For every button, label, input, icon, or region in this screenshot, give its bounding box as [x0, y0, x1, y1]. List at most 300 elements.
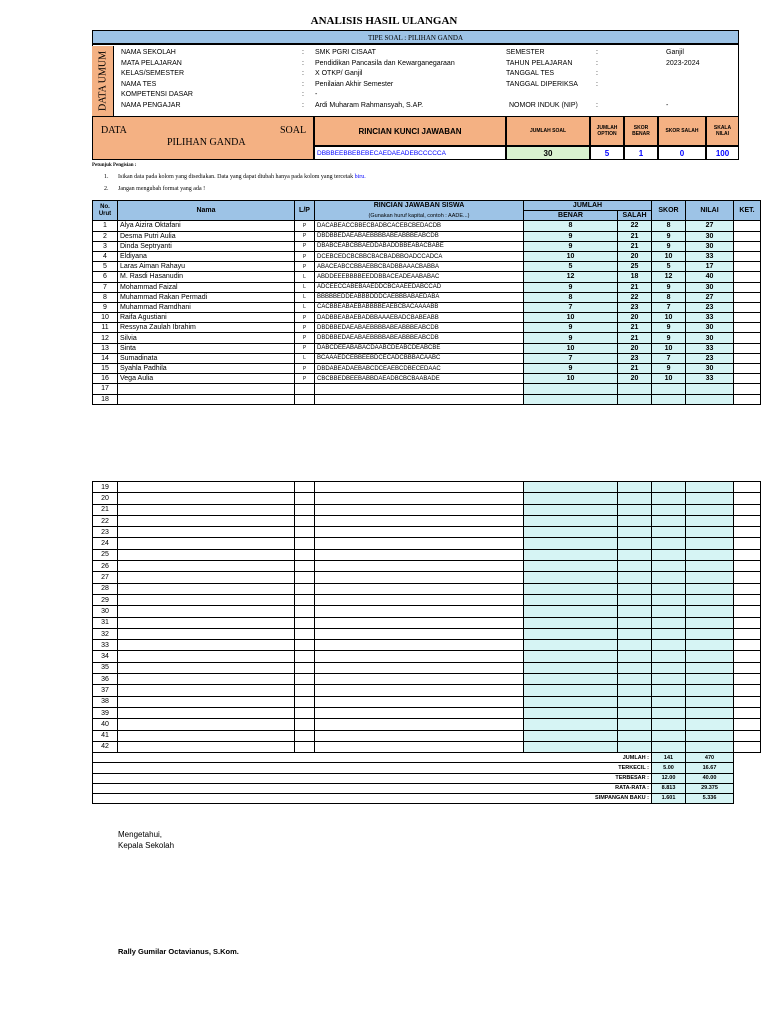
input-cell[interactable]: [295, 741, 315, 752]
student-name[interactable]: Muhammad Ramdhani: [118, 302, 295, 312]
nilai-value: 30: [686, 364, 734, 374]
score-cell: [686, 685, 734, 696]
input-cell[interactable]: [734, 696, 761, 707]
input-cell[interactable]: [315, 549, 524, 560]
salah-count: 20: [618, 343, 652, 353]
score-cell: [652, 696, 686, 707]
score-cell: [618, 685, 652, 696]
table-row: [93, 730, 761, 741]
input-cell[interactable]: [118, 549, 295, 560]
student-gender[interactable]: L: [295, 272, 315, 282]
student-name[interactable]: Eldiyana: [118, 251, 295, 261]
input-cell[interactable]: [295, 527, 315, 538]
input-cell[interactable]: [118, 628, 295, 639]
input-cell[interactable]: [295, 482, 315, 493]
ket-cell[interactable]: [734, 374, 761, 384]
benar-count: 9: [524, 323, 618, 333]
nilai-value: 33: [686, 251, 734, 261]
student-gender[interactable]: P: [295, 241, 315, 251]
input-cell[interactable]: [118, 572, 295, 583]
input-cell[interactable]: [734, 504, 761, 515]
info-left-label: MATA PELAJARAN: [121, 59, 182, 67]
score-cell: [618, 561, 652, 572]
score-cell: [618, 606, 652, 617]
salah-count: 23: [618, 353, 652, 363]
input-cell[interactable]: [118, 730, 295, 741]
input-cell[interactable]: [315, 662, 524, 673]
student-name[interactable]: [118, 394, 295, 404]
ket-cell[interactable]: [734, 323, 761, 333]
input-cell[interactable]: [315, 504, 524, 515]
info-left-value[interactable]: Penilaian Akhir Semester: [315, 80, 394, 88]
score-cell: [524, 493, 618, 504]
info-left-value[interactable]: Pendidikan Pancasila dan Kewarganegaraan: [315, 59, 455, 67]
input-cell[interactable]: [734, 719, 761, 730]
ket-cell[interactable]: [734, 364, 761, 374]
table-row: [93, 364, 761, 374]
input-cell[interactable]: [315, 674, 524, 685]
info-right-value[interactable]: 2023-2024: [666, 59, 700, 67]
row-number: 18: [93, 394, 118, 404]
jumlah-option-input[interactable]: 5: [590, 146, 624, 160]
score-cell: [686, 538, 734, 549]
skor-benar-header: SKOR BENAR: [624, 116, 658, 146]
student-name[interactable]: Ressyna Zaulah Ibrahim: [118, 323, 295, 333]
col-nilai: NILAI: [686, 201, 734, 221]
student-answers[interactable]: BCAAAEDCEBBEEBDCECADCBBBACAABC: [315, 353, 524, 363]
score-cell: [652, 549, 686, 560]
score-cell: [524, 640, 618, 651]
answer-key-input[interactable]: DBBBEEBBEBEBECAEDAEADEBCCCCCA: [314, 146, 506, 160]
input-cell[interactable]: [295, 696, 315, 707]
row-number: 5: [93, 262, 118, 272]
nilai-value: [686, 394, 734, 404]
student-gender[interactable]: P: [295, 323, 315, 333]
score-cell: [652, 707, 686, 718]
table-row: [93, 374, 761, 384]
input-cell[interactable]: [315, 515, 524, 526]
input-cell[interactable]: [734, 527, 761, 538]
skor-value: [652, 394, 686, 404]
info-right-value[interactable]: -: [666, 101, 669, 109]
salah-count: 20: [618, 374, 652, 384]
ket-cell[interactable]: [734, 384, 761, 394]
row-number: 29: [93, 594, 118, 605]
row-number: 4: [93, 251, 118, 261]
input-cell[interactable]: [295, 583, 315, 594]
benar-count: [524, 394, 618, 404]
student-name[interactable]: Sumadinata: [118, 353, 295, 363]
input-cell[interactable]: [295, 515, 315, 526]
score-cell: [524, 482, 618, 493]
student-name[interactable]: [118, 384, 295, 394]
table-row: [93, 262, 761, 272]
student-answers[interactable]: DCEBCEDCBCBBCBACBADBBOADCCADCA: [315, 251, 524, 261]
input-cell[interactable]: [315, 594, 524, 605]
score-cell: [618, 628, 652, 639]
student-gender[interactable]: [295, 394, 315, 404]
input-cell[interactable]: [734, 594, 761, 605]
input-cell[interactable]: [734, 482, 761, 493]
input-cell[interactable]: [315, 606, 524, 617]
input-cell[interactable]: [734, 741, 761, 752]
student-gender[interactable]: P: [295, 231, 315, 241]
input-cell[interactable]: [118, 583, 295, 594]
student-gender[interactable]: L: [295, 302, 315, 312]
student-gender[interactable]: P: [295, 333, 315, 343]
input-cell[interactable]: [734, 685, 761, 696]
row-number: 19: [93, 482, 118, 493]
info-right-label: TANGGAL TES: [506, 70, 555, 77]
petunjuk-item-1: Isikan data pada kolom yang disediakan. Data yang dapat diubah hanya pada kolom yang tercetak biru.: [118, 174, 366, 180]
row-number: 39: [93, 707, 118, 718]
student-name[interactable]: M. Rasdi Hasanudin: [118, 272, 295, 282]
row-number: 27: [93, 572, 118, 583]
input-cell[interactable]: [734, 628, 761, 639]
student-name[interactable]: Alya Aizira Oktafani: [118, 221, 295, 231]
input-cell[interactable]: [734, 617, 761, 628]
input-cell[interactable]: [734, 549, 761, 560]
student-answers[interactable]: [315, 394, 524, 404]
input-cell[interactable]: [315, 561, 524, 572]
input-cell[interactable]: [118, 741, 295, 752]
score-cell: [652, 583, 686, 594]
input-cell[interactable]: [295, 617, 315, 628]
input-cell[interactable]: [118, 538, 295, 549]
score-cell: [652, 640, 686, 651]
skor-benar-input[interactable]: 1: [624, 146, 658, 160]
score-cell: [652, 674, 686, 685]
score-cell: [618, 515, 652, 526]
input-cell[interactable]: [118, 504, 295, 515]
score-cell: [686, 504, 734, 515]
empty-rows: [93, 482, 761, 753]
input-cell[interactable]: [118, 696, 295, 707]
student-name[interactable]: Silvia: [118, 333, 295, 343]
skor-value: 9: [652, 323, 686, 333]
salah-count: [618, 394, 652, 404]
score-cell: [686, 583, 734, 594]
input-cell[interactable]: [734, 707, 761, 718]
score-cell: [524, 594, 618, 605]
info-right-value[interactable]: Ganjil: [666, 49, 684, 56]
info-left-label: KELAS/SEMESTER: [121, 70, 185, 77]
student-gender[interactable]: P: [295, 343, 315, 353]
student-answers[interactable]: DBDBBEDAEABAEBBBBABEABBBEABCDB: [315, 323, 524, 333]
table-row: [93, 251, 761, 261]
input-cell[interactable]: [118, 594, 295, 605]
salah-count: 22: [618, 292, 652, 302]
input-cell[interactable]: [295, 674, 315, 685]
student-gender[interactable]: P: [295, 262, 315, 272]
input-cell[interactable]: [295, 493, 315, 504]
student-gender[interactable]: P: [295, 251, 315, 261]
row-number: 6: [93, 272, 118, 282]
student-answers[interactable]: CACBBEABAEBABBBBEAEBCBACAAAABB: [315, 302, 524, 312]
summary-skor: 5.00: [652, 763, 686, 773]
input-cell[interactable]: [315, 651, 524, 662]
input-cell[interactable]: [118, 685, 295, 696]
info-left-value[interactable]: SMK PGRI CISAAT: [315, 49, 376, 56]
input-cell[interactable]: [734, 572, 761, 583]
student-answers[interactable]: DBDABEADAEBABCDCEAEBCDBECEDAAC: [315, 364, 524, 374]
student-answers[interactable]: DACABEACCBBECBADBCACEBCBEDACDB: [315, 221, 524, 231]
score-cell: [652, 493, 686, 504]
input-cell[interactable]: [295, 549, 315, 560]
input-cell[interactable]: [118, 719, 295, 730]
summary-label: RATA-RATA :: [93, 783, 652, 793]
skala-nilai-input[interactable]: 100: [706, 146, 739, 160]
row-number: 21: [93, 504, 118, 515]
score-cell: [524, 719, 618, 730]
input-cell[interactable]: [315, 696, 524, 707]
input-cell[interactable]: [295, 662, 315, 673]
score-cell: [686, 707, 734, 718]
student-gender[interactable]: P: [295, 374, 315, 384]
input-cell[interactable]: [118, 640, 295, 651]
input-cell[interactable]: [734, 640, 761, 651]
student-name[interactable]: Desma Putri Aulia: [118, 231, 295, 241]
summary-skor: 12.00: [652, 773, 686, 783]
ket-cell[interactable]: [734, 343, 761, 353]
salah-count: 22: [618, 221, 652, 231]
score-cell: [686, 482, 734, 493]
input-cell[interactable]: [295, 594, 315, 605]
skor-value: 5: [652, 262, 686, 272]
input-cell[interactable]: [315, 527, 524, 538]
info-left-colon: :: [302, 101, 304, 109]
score-cell: [652, 572, 686, 583]
salah-count: 21: [618, 364, 652, 374]
score-cell: [524, 730, 618, 741]
input-cell[interactable]: [315, 628, 524, 639]
input-cell[interactable]: [295, 640, 315, 651]
petunjuk-num-1: 1.: [104, 174, 109, 180]
student-answers[interactable]: DBDBBEDAEABAEBBBBABEABBBEABCDB: [315, 333, 524, 343]
input-cell[interactable]: [295, 561, 315, 572]
student-answers[interactable]: [315, 384, 524, 394]
skor-salah-input[interactable]: 0: [658, 146, 706, 160]
input-cell[interactable]: [734, 515, 761, 526]
table-row: [93, 272, 761, 282]
input-cell[interactable]: [315, 719, 524, 730]
student-answers[interactable]: CBCBBEDBEEBABBDAEADBCBCBAABADE: [315, 374, 524, 384]
student-name[interactable]: Syahla Padhila: [118, 364, 295, 374]
input-cell[interactable]: [118, 662, 295, 673]
info-right-colon: :: [596, 49, 598, 56]
score-cell: [686, 561, 734, 572]
student-answers[interactable]: ADCEECCABEBAAEDDCBCAAEEDABCCAD: [315, 282, 524, 292]
ket-cell[interactable]: [734, 313, 761, 323]
student-rows: [93, 221, 761, 404]
row-number: 24: [93, 538, 118, 549]
input-cell[interactable]: [734, 583, 761, 594]
input-cell[interactable]: [118, 651, 295, 662]
skor-value: [652, 384, 686, 394]
student-answers[interactable]: DADBBEABAEBADBBAAAEBADCBABEABB: [315, 313, 524, 323]
benar-count: [524, 384, 618, 394]
input-cell[interactable]: [734, 730, 761, 741]
nilai-value: 30: [686, 282, 734, 292]
input-cell[interactable]: [295, 719, 315, 730]
skor-value: 8: [652, 221, 686, 231]
info-right-label: NOMOR INDUK (NIP): [509, 101, 578, 109]
ket-cell[interactable]: [734, 231, 761, 241]
row-number: 2: [93, 231, 118, 241]
score-cell: [524, 538, 618, 549]
summary-skor: 8.813: [652, 783, 686, 793]
student-answers[interactable]: DBDBBEDAEABAEBBBBABEABBBEABCDB: [315, 231, 524, 241]
summary-row: [93, 763, 761, 773]
input-cell[interactable]: [734, 662, 761, 673]
info-left-value[interactable]: X OTKP/ Ganjil: [315, 70, 363, 77]
input-cell[interactable]: [315, 685, 524, 696]
table-row: [93, 662, 761, 673]
score-cell: [524, 741, 618, 752]
ket-cell[interactable]: [734, 282, 761, 292]
summary-blank: [734, 753, 761, 763]
student-answers[interactable]: DABCDEEABABACDAABCDEABCDEABCBE: [315, 343, 524, 353]
student-name[interactable]: Vega Aulia: [118, 374, 295, 384]
input-cell[interactable]: [315, 538, 524, 549]
row-number: 17: [93, 384, 118, 394]
answer-key-row: [92, 116, 739, 160]
skor-value: 9: [652, 231, 686, 241]
input-cell[interactable]: [315, 640, 524, 651]
input-cell[interactable]: [295, 685, 315, 696]
input-cell[interactable]: [118, 707, 295, 718]
score-cell: [618, 719, 652, 730]
row-number: 26: [93, 561, 118, 572]
input-cell[interactable]: [295, 572, 315, 583]
input-cell[interactable]: [295, 628, 315, 639]
student-gender[interactable]: P: [295, 221, 315, 231]
input-cell[interactable]: [734, 606, 761, 617]
input-cell[interactable]: [734, 651, 761, 662]
student-answers[interactable]: BBBBBEDDEABBBDDDCAEBBBABAEDABA: [315, 292, 524, 302]
ket-cell[interactable]: [734, 241, 761, 251]
benar-count: 7: [524, 353, 618, 363]
ket-cell[interactable]: [734, 302, 761, 312]
nilai-value: 17: [686, 262, 734, 272]
student-name[interactable]: Dinda Septryanti: [118, 241, 295, 251]
student-name[interactable]: Muhammad Rakan Permadi: [118, 292, 295, 302]
input-cell[interactable]: [734, 493, 761, 504]
student-name[interactable]: Sinta: [118, 343, 295, 353]
input-cell[interactable]: [295, 606, 315, 617]
benar-count: 7: [524, 302, 618, 312]
row-number: 28: [93, 583, 118, 594]
ket-cell[interactable]: [734, 251, 761, 261]
nilai-value: 23: [686, 353, 734, 363]
row-number: 20: [93, 493, 118, 504]
ket-cell[interactable]: [734, 394, 761, 404]
nilai-value: 27: [686, 221, 734, 231]
input-cell[interactable]: [315, 583, 524, 594]
ket-cell[interactable]: [734, 353, 761, 363]
input-cell[interactable]: [295, 504, 315, 515]
student-gender[interactable]: L: [295, 353, 315, 363]
score-cell: [524, 561, 618, 572]
ket-cell[interactable]: [734, 333, 761, 343]
input-cell[interactable]: [295, 538, 315, 549]
student-answers[interactable]: ABACEABCCBBAEBBCBADBBAAACBABBA: [315, 262, 524, 272]
student-gender[interactable]: L: [295, 282, 315, 292]
student-gender[interactable]: [295, 384, 315, 394]
input-cell[interactable]: [295, 707, 315, 718]
skor-value: 7: [652, 353, 686, 363]
ket-cell[interactable]: [734, 262, 761, 272]
score-cell: [652, 482, 686, 493]
score-cell: [618, 651, 652, 662]
benar-count: 9: [524, 333, 618, 343]
info-left-value[interactable]: -: [315, 91, 318, 98]
student-name[interactable]: Laras Aiman Rahayu: [118, 262, 295, 272]
input-cell[interactable]: [295, 651, 315, 662]
summary-label: SIMPANGAN BAKU :: [93, 793, 652, 803]
score-cell: [652, 594, 686, 605]
row-number: 7: [93, 282, 118, 292]
benar-count: 9: [524, 364, 618, 374]
input-cell[interactable]: [315, 741, 524, 752]
ket-cell[interactable]: [734, 221, 761, 231]
score-cell: [686, 662, 734, 673]
input-cell[interactable]: [118, 674, 295, 685]
score-cell: [618, 674, 652, 685]
input-cell[interactable]: [118, 515, 295, 526]
input-cell[interactable]: [118, 493, 295, 504]
input-cell[interactable]: [295, 730, 315, 741]
row-number: 11: [93, 323, 118, 333]
input-cell[interactable]: [118, 606, 295, 617]
score-cell: [686, 628, 734, 639]
salah-count: 21: [618, 241, 652, 251]
input-cell[interactable]: [734, 561, 761, 572]
input-cell[interactable]: [118, 482, 295, 493]
student-name[interactable]: Mohammad Faizal: [118, 282, 295, 292]
student-answers[interactable]: ABDDEEEBBBBEEDDBBACEADEAABABAC: [315, 272, 524, 282]
score-cell: [618, 707, 652, 718]
input-cell[interactable]: [315, 493, 524, 504]
input-cell[interactable]: [118, 561, 295, 572]
info-left-colon: :: [302, 70, 304, 77]
input-cell[interactable]: [315, 617, 524, 628]
ket-cell[interactable]: [734, 272, 761, 282]
input-cell[interactable]: [315, 572, 524, 583]
table-row: [93, 482, 761, 493]
student-gender[interactable]: P: [295, 313, 315, 323]
input-cell[interactable]: [734, 538, 761, 549]
input-cell[interactable]: [734, 674, 761, 685]
student-gender[interactable]: L: [295, 292, 315, 302]
student-gender[interactable]: P: [295, 364, 315, 374]
input-cell[interactable]: [118, 527, 295, 538]
info-left-value[interactable]: Ardi Muharam Rahmansyah, S.AP.: [315, 101, 424, 109]
row-number: 30: [93, 606, 118, 617]
summary-label: JUMLAH :: [93, 753, 652, 763]
student-name[interactable]: Raifa Agustiani: [118, 313, 295, 323]
input-cell[interactable]: [118, 617, 295, 628]
student-answers[interactable]: DBABCEABCBBAEDDABADDBBEABACBABE: [315, 241, 524, 251]
petunjuk-item-2: Jangan mengubah format yang ada !: [118, 186, 206, 192]
jumlah-option-header: JUMLAH OPTION: [590, 116, 624, 146]
score-cell: [652, 515, 686, 526]
input-cell[interactable]: [315, 730, 524, 741]
ket-cell[interactable]: [734, 292, 761, 302]
row-number: 22: [93, 515, 118, 526]
input-cell[interactable]: [315, 707, 524, 718]
input-cell[interactable]: [315, 482, 524, 493]
